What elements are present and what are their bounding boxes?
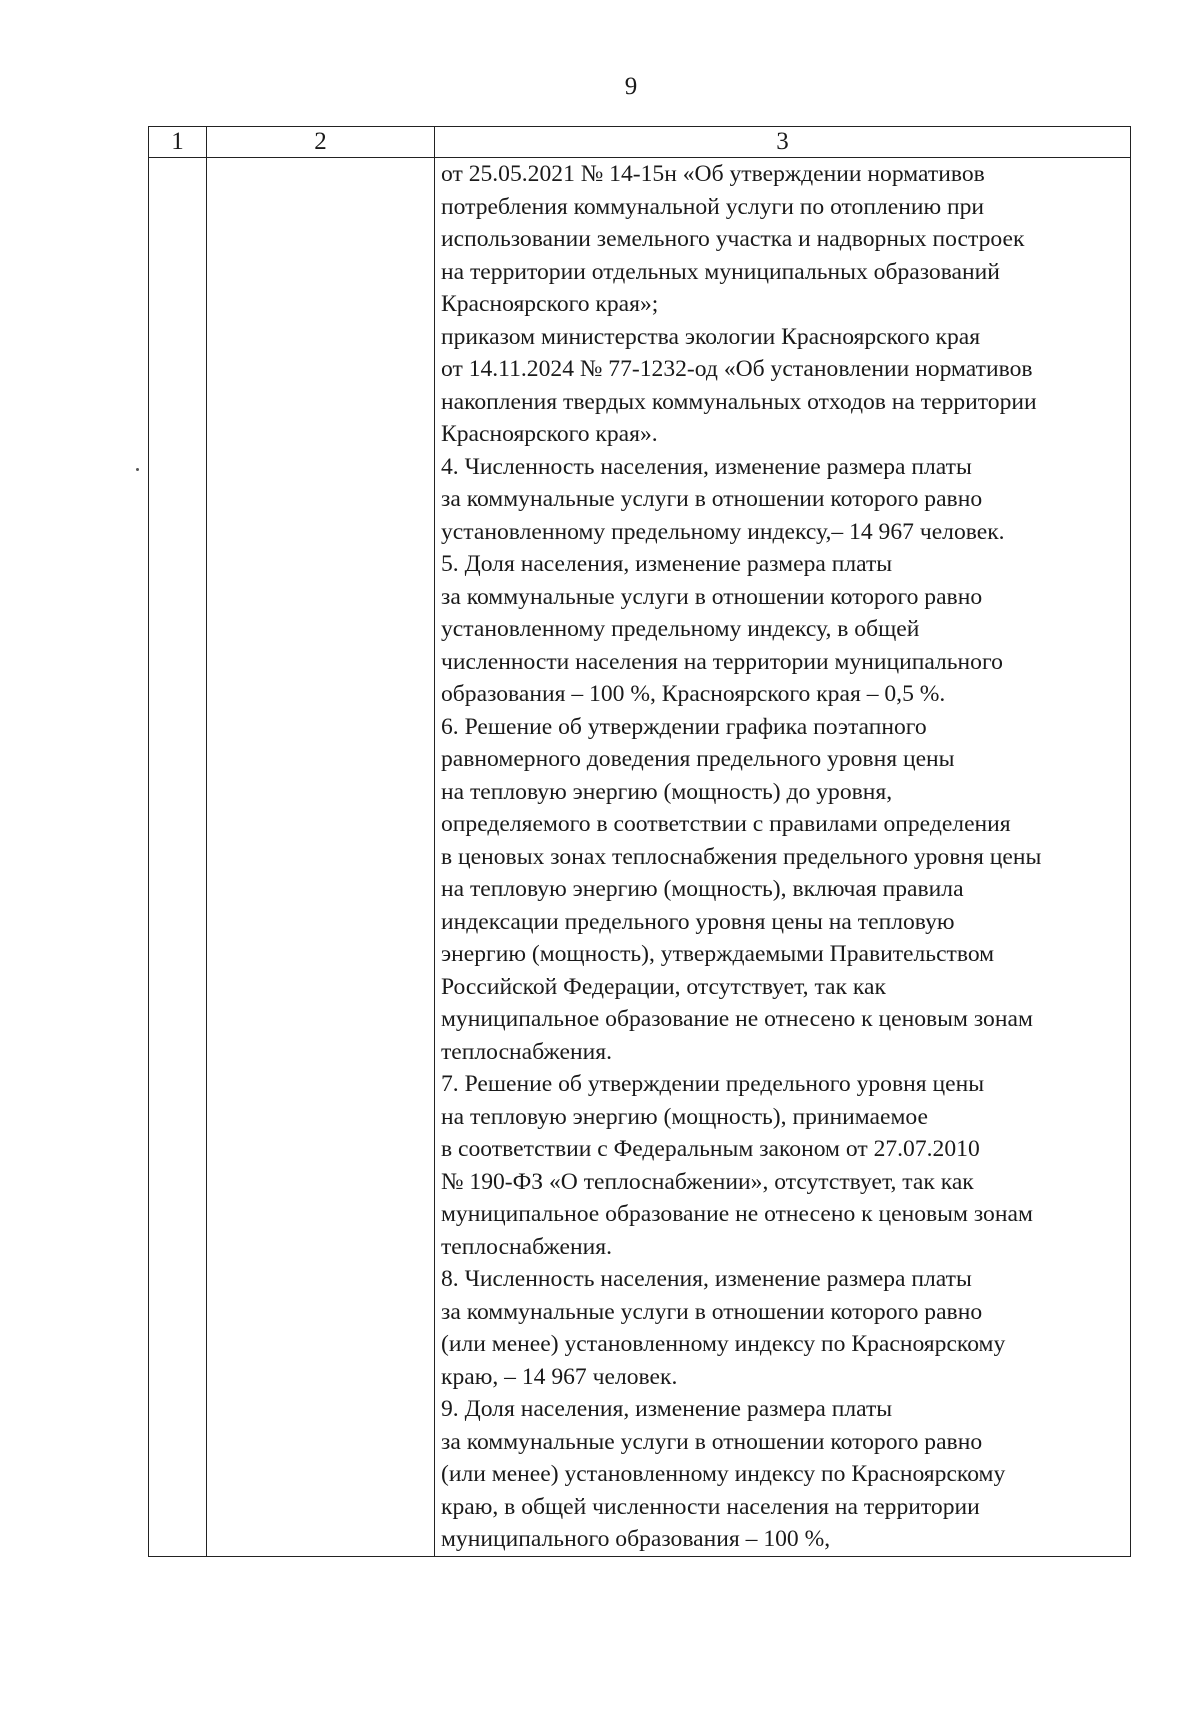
text-line: численности населения на территории муниципального: [441, 648, 1003, 675]
text-line: образования – 100 %, Красноярского края – 0,5 %.: [441, 681, 946, 707]
text-line: (или менее) установленному индексу по Красноярскому: [441, 1461, 1006, 1487]
text-line: краю, в общей численности населения на территории: [441, 1493, 980, 1520]
table-header-row: [149, 127, 1131, 158]
text-line: приказом министерства экологии Красноярского края: [441, 323, 981, 350]
text-line: за коммунальные услуги в отношении которого равно: [441, 486, 983, 512]
text-line: за коммунальные услуги в отношении которого равно: [441, 583, 983, 610]
text-line: на тепловую энергию (мощность) до уровня,: [441, 778, 893, 805]
text-line: (или менее) установленному индексу по Красноярскому: [441, 1331, 1006, 1357]
text-line: краю, – 14 967 человек.: [441, 1363, 678, 1390]
text-line: в соответствии с Федеральным законом от 27.07.2010: [441, 1136, 980, 1162]
scan-speck: [136, 468, 139, 471]
text-line: за коммунальные услуги в отношении которого равно: [441, 1298, 983, 1325]
text-line: энергию (мощность), утверждаемыми Правительством: [441, 941, 995, 967]
text-line: равномерного доведения предельного уровня цены: [441, 746, 955, 772]
cell-col-1: [149, 158, 207, 1557]
cell-col-2: [207, 158, 435, 1557]
page-number: 9: [624, 73, 638, 100]
text-line: муниципальное образование не отнесено к ценовым зонам: [441, 1006, 1033, 1032]
cell-col-3-text: [435, 158, 1130, 1556]
text-line: 7. Решение об утверждении предельного уровня цены: [441, 1071, 985, 1097]
text-line: определяемого в соответствии с правилами определения: [441, 811, 1011, 837]
text-line: 9. Доля населения, изменение размера платы: [441, 1396, 893, 1422]
text-line: 8. Численность населения, изменение размера платы: [441, 1266, 972, 1292]
text-line: 4. Численность населения, изменение размера платы: [441, 453, 972, 480]
column-header-2: 2: [207, 127, 435, 158]
text-line: 5. Доля населения, изменение размера платы: [441, 551, 893, 577]
text-line: на тепловую энергию (мощность), принимаемое: [441, 1103, 928, 1130]
document-table: [148, 126, 1131, 1557]
text-line: индексации предельного уровня цены на тепловую: [441, 908, 955, 935]
text-line: накопления твердых коммунальных отходов на территории: [441, 388, 1037, 415]
text-line: № 190-ФЗ «О теплоснабжении», отсутствует, так как: [441, 1168, 974, 1195]
text-line: в ценовых зонах теплоснабжения предельного уровня цены: [441, 843, 1042, 870]
table-row: [149, 158, 1131, 1557]
text-line: 6. Решение об утверждении графика поэтапного: [441, 713, 927, 740]
column-header-3: 3: [435, 127, 1131, 158]
text-line: на тепловую энергию (мощность), включая правила: [441, 876, 964, 902]
text-line: от 25.05.2021 № 14-15н «Об утверждении нормативов: [441, 161, 985, 187]
text-line: муниципального образования – 100 %,: [441, 1526, 831, 1552]
text-line: установленному предельному индексу, в общей: [441, 616, 920, 642]
text-line: от 14.11.2024 № 77-1232-од «Об установлении нормативов: [441, 356, 1033, 382]
text-line: установленному предельному индексу,– 14 967 человек.: [441, 518, 1005, 545]
text-line: за коммунальные услуги в отношении которого равно: [441, 1428, 983, 1455]
text-line: теплоснабжения.: [441, 1038, 613, 1065]
column-header-1: 1: [149, 127, 207, 158]
text-line: на территории отдельных муниципальных образований: [441, 258, 1000, 285]
cell-col-3: [435, 158, 1131, 1557]
text-line: потребления коммунальной услуги по отоплению при: [441, 193, 985, 220]
text-line: муниципальное образование не отнесено к ценовым зонам: [441, 1201, 1033, 1227]
text-line: использовании земельного участка и надворных построек: [441, 226, 1025, 252]
text-line: Красноярского края».: [441, 421, 658, 447]
text-line: теплоснабжения.: [441, 1233, 613, 1260]
text-line: Красноярского края»;: [441, 291, 659, 317]
text-line: Российской Федерации, отсутствует, так как: [441, 973, 886, 1000]
